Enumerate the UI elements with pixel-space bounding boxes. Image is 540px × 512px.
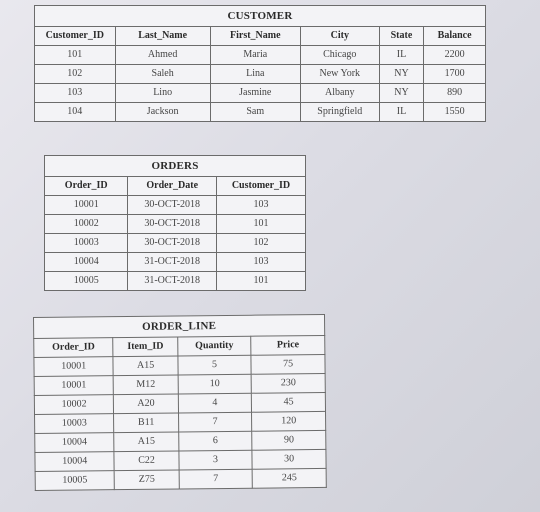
table-cell: 10002 (45, 215, 128, 234)
table-row (35, 103, 486, 122)
table-cell: Maria (210, 46, 300, 65)
table-row (45, 196, 306, 215)
orders-table-title: ORDERS (45, 156, 306, 177)
table-cell: 10001 (34, 376, 114, 396)
column-header: Order_Date (128, 177, 217, 196)
table-cell: 10002 (34, 395, 114, 415)
table-cell: Springfield (300, 103, 379, 122)
column-header: Order_ID (45, 177, 128, 196)
table-row (35, 468, 326, 490)
table-caption-row (45, 156, 306, 177)
table-cell: 10004 (35, 433, 115, 453)
table-cell: 104 (35, 103, 116, 122)
table-cell: 31-OCT-2018 (128, 253, 217, 272)
table-cell: A20 (114, 394, 179, 414)
table-caption-row (35, 6, 486, 27)
column-header: Last_Name (115, 27, 210, 46)
table-cell: 30-OCT-2018 (128, 215, 217, 234)
table-cell: 102 (35, 65, 116, 84)
table-cell: 30-OCT-2018 (128, 196, 217, 215)
table-cell: 30 (252, 449, 326, 469)
table-row (45, 215, 306, 234)
table-header-row (45, 177, 306, 196)
table-cell: 102 (217, 234, 306, 253)
table-cell: 31-OCT-2018 (128, 272, 217, 291)
table-caption-row (34, 314, 325, 338)
table-cell: IL (379, 103, 423, 122)
customer-table-title: CUSTOMER (35, 6, 486, 27)
table-cell: 2200 (424, 46, 486, 65)
table-cell: Albany (300, 84, 379, 103)
table-cell: New York (300, 65, 379, 84)
table-row (45, 234, 306, 253)
column-header: Balance (424, 27, 486, 46)
table-cell: M12 (114, 375, 179, 395)
customer-table (34, 5, 486, 122)
table-cell: Sam (210, 103, 300, 122)
column-header: Customer_ID (217, 177, 306, 196)
table-cell: 245 (252, 468, 326, 488)
table-cell: 10 (178, 374, 252, 394)
table-cell: Lina (210, 65, 300, 84)
column-header: City (300, 27, 379, 46)
table-cell: 890 (424, 84, 486, 103)
table-cell: 10004 (45, 253, 128, 272)
table-cell: NY (379, 65, 423, 84)
table-cell: Lino (115, 84, 210, 103)
table-cell: 120 (252, 411, 326, 431)
table-cell: IL (379, 46, 423, 65)
table-cell: 101 (217, 272, 306, 291)
table-row (35, 84, 486, 103)
table-cell: 75 (251, 354, 325, 374)
table-cell: Chicago (300, 46, 379, 65)
table-cell: Jasmine (210, 84, 300, 103)
table-cell: 3 (179, 450, 253, 470)
table-cell: 10004 (35, 452, 115, 472)
order-line-table (33, 314, 327, 491)
table-cell: C22 (114, 451, 179, 471)
table-cell: 1550 (424, 103, 486, 122)
table-cell: Jackson (115, 103, 210, 122)
column-header: Quantity (177, 336, 251, 356)
table-cell: 10001 (34, 357, 114, 377)
orders-table (44, 155, 306, 291)
table-cell: Saleh (115, 65, 210, 84)
table-row (45, 253, 306, 272)
table-cell: NY (379, 84, 423, 103)
table-row (35, 65, 486, 84)
column-header: Item_ID (113, 337, 178, 357)
table-cell: 10003 (45, 234, 128, 253)
column-header: State (379, 27, 423, 46)
table-cell: 30-OCT-2018 (128, 234, 217, 253)
table-cell: 6 (178, 431, 252, 451)
column-header: Price (251, 335, 325, 355)
table-cell: 10005 (45, 272, 128, 291)
column-header: Customer_ID (35, 27, 116, 46)
table-cell: 10001 (45, 196, 128, 215)
table-cell: 230 (251, 373, 325, 393)
table-header-row (35, 27, 486, 46)
table-cell: 4 (178, 393, 252, 413)
column-header: First_Name (210, 27, 300, 46)
order-line-table-title: ORDER_LINE (34, 314, 325, 338)
table-cell: 7 (179, 469, 253, 489)
table-cell: 10005 (35, 471, 115, 491)
table-cell: 1700 (424, 65, 486, 84)
table-cell: 5 (178, 355, 252, 375)
table-cell: 101 (217, 215, 306, 234)
table-cell: 7 (178, 412, 252, 432)
table-row (45, 272, 306, 291)
table-cell: 10003 (35, 414, 115, 434)
table-cell: 103 (217, 253, 306, 272)
table-cell: 90 (252, 430, 326, 450)
column-header: Order_ID (34, 338, 114, 358)
table-cell: Z75 (115, 470, 180, 490)
table-cell: A15 (113, 356, 178, 376)
table-cell: Ahmed (115, 46, 210, 65)
table-cell: B11 (114, 413, 179, 433)
table-cell: 101 (35, 46, 116, 65)
table-cell: A15 (114, 432, 179, 452)
table-row (35, 46, 486, 65)
table-cell: 103 (35, 84, 116, 103)
table-cell: 45 (252, 392, 326, 412)
table-cell: 103 (217, 196, 306, 215)
